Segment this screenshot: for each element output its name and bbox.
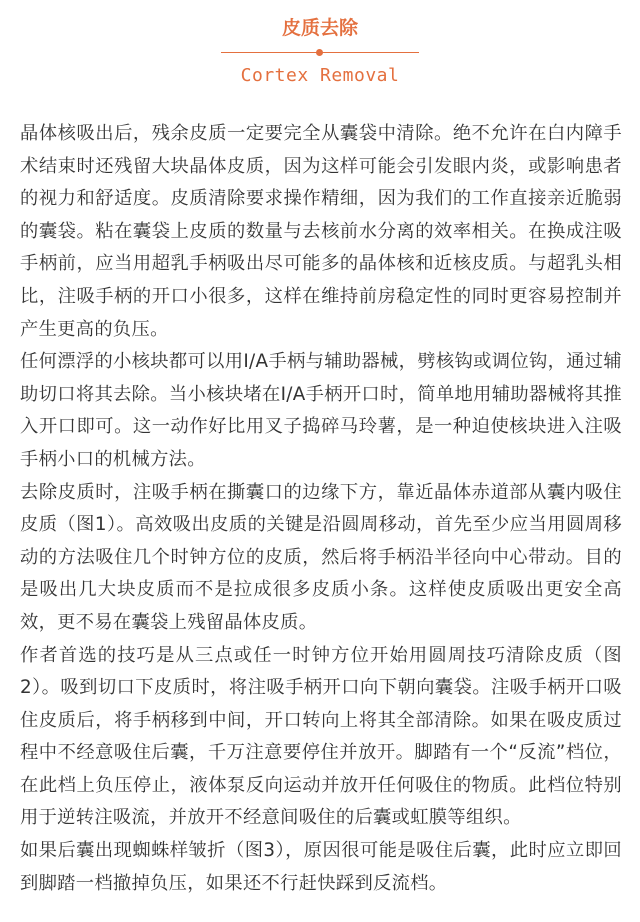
paragraph: 去除皮质时，注吸手柄在撕囊口的边缘下方，靠近晶体赤道部从囊内吸住皮质（图1）。高效吸出皮质的关键是沿圆周移动，首先至少应当用圆周移动的方法吸住几个时钟方位的皮质，然后将手柄沿半径向中心带动。目的是吸出几大块皮质而不是拉成很多皮质小条。这样使皮质吸出更安全高效，更不易在囊袋上残留晶体皮质。 bbox=[20, 481, 622, 633]
article-body bbox=[20, 118, 622, 900]
section-title: 皮质去除 bbox=[281, 17, 358, 39]
paragraph: 任何漂浮的小核块都可以用I/A手柄与辅助器械，劈核钩或调位钩，通过辅助切口将其去除。当小核块堵在I/A手柄开口时，简单地用辅助器械将其推入开口即可。这一动作好比用叉子捣碎马玲薯，是一种迫使核块进入注吸手柄小口的机械方法。 bbox=[20, 351, 622, 470]
divider-dot bbox=[316, 49, 323, 56]
paragraph: 作者首选的技巧是从三点或任一时钟方位开始用圆周技巧清除皮质（图2）。吸到切口下皮质时，将注吸手柄开口向下朝向囊袋。注吸手柄开口吸住皮质后，将手柄移到中间，开口转向上将其全部清除。如果在吸皮质过程中不经意吸住后囊，千万注意要停住并放开。脚踏有一个“反流”档位，在此档上负压停止，液体泵反向运动并放开任何吸住的物质。此档位特别用于逆转注吸流，并放开不经意间吸住的后囊或虹膜等组织。 bbox=[20, 644, 622, 829]
paragraph: 晶体核吸出后，残余皮质一定要完全从囊袋中清除。绝不允许在白内障手术结束时还残留大块晶体皮质，因为这样可能会引发眼内炎，或影响患者的视力和舒适度。皮质清除要求操作精细，因为我们的工作直接亲近脆弱的囊袋。粘在囊袋上皮质的数量与去核前水分离的效率相关。在换成注吸手柄前，应当用超乳手柄吸出尽可能多的晶体核和近核皮质。与超乳头相比，注吸手柄的开口小很多，这样在维持前房稳定性的同时更容易控制并产生更高的负压。 bbox=[20, 123, 622, 340]
section-subtitle: Cortex Removal bbox=[240, 65, 400, 86]
paragraph: 如果后囊出现蜘蛛样皱折（图3），原因很可能是吸住后囊，此时应立即回到脚踏一档撤掉负压，如果还不行赶快踩到反流档。 bbox=[20, 840, 622, 894]
